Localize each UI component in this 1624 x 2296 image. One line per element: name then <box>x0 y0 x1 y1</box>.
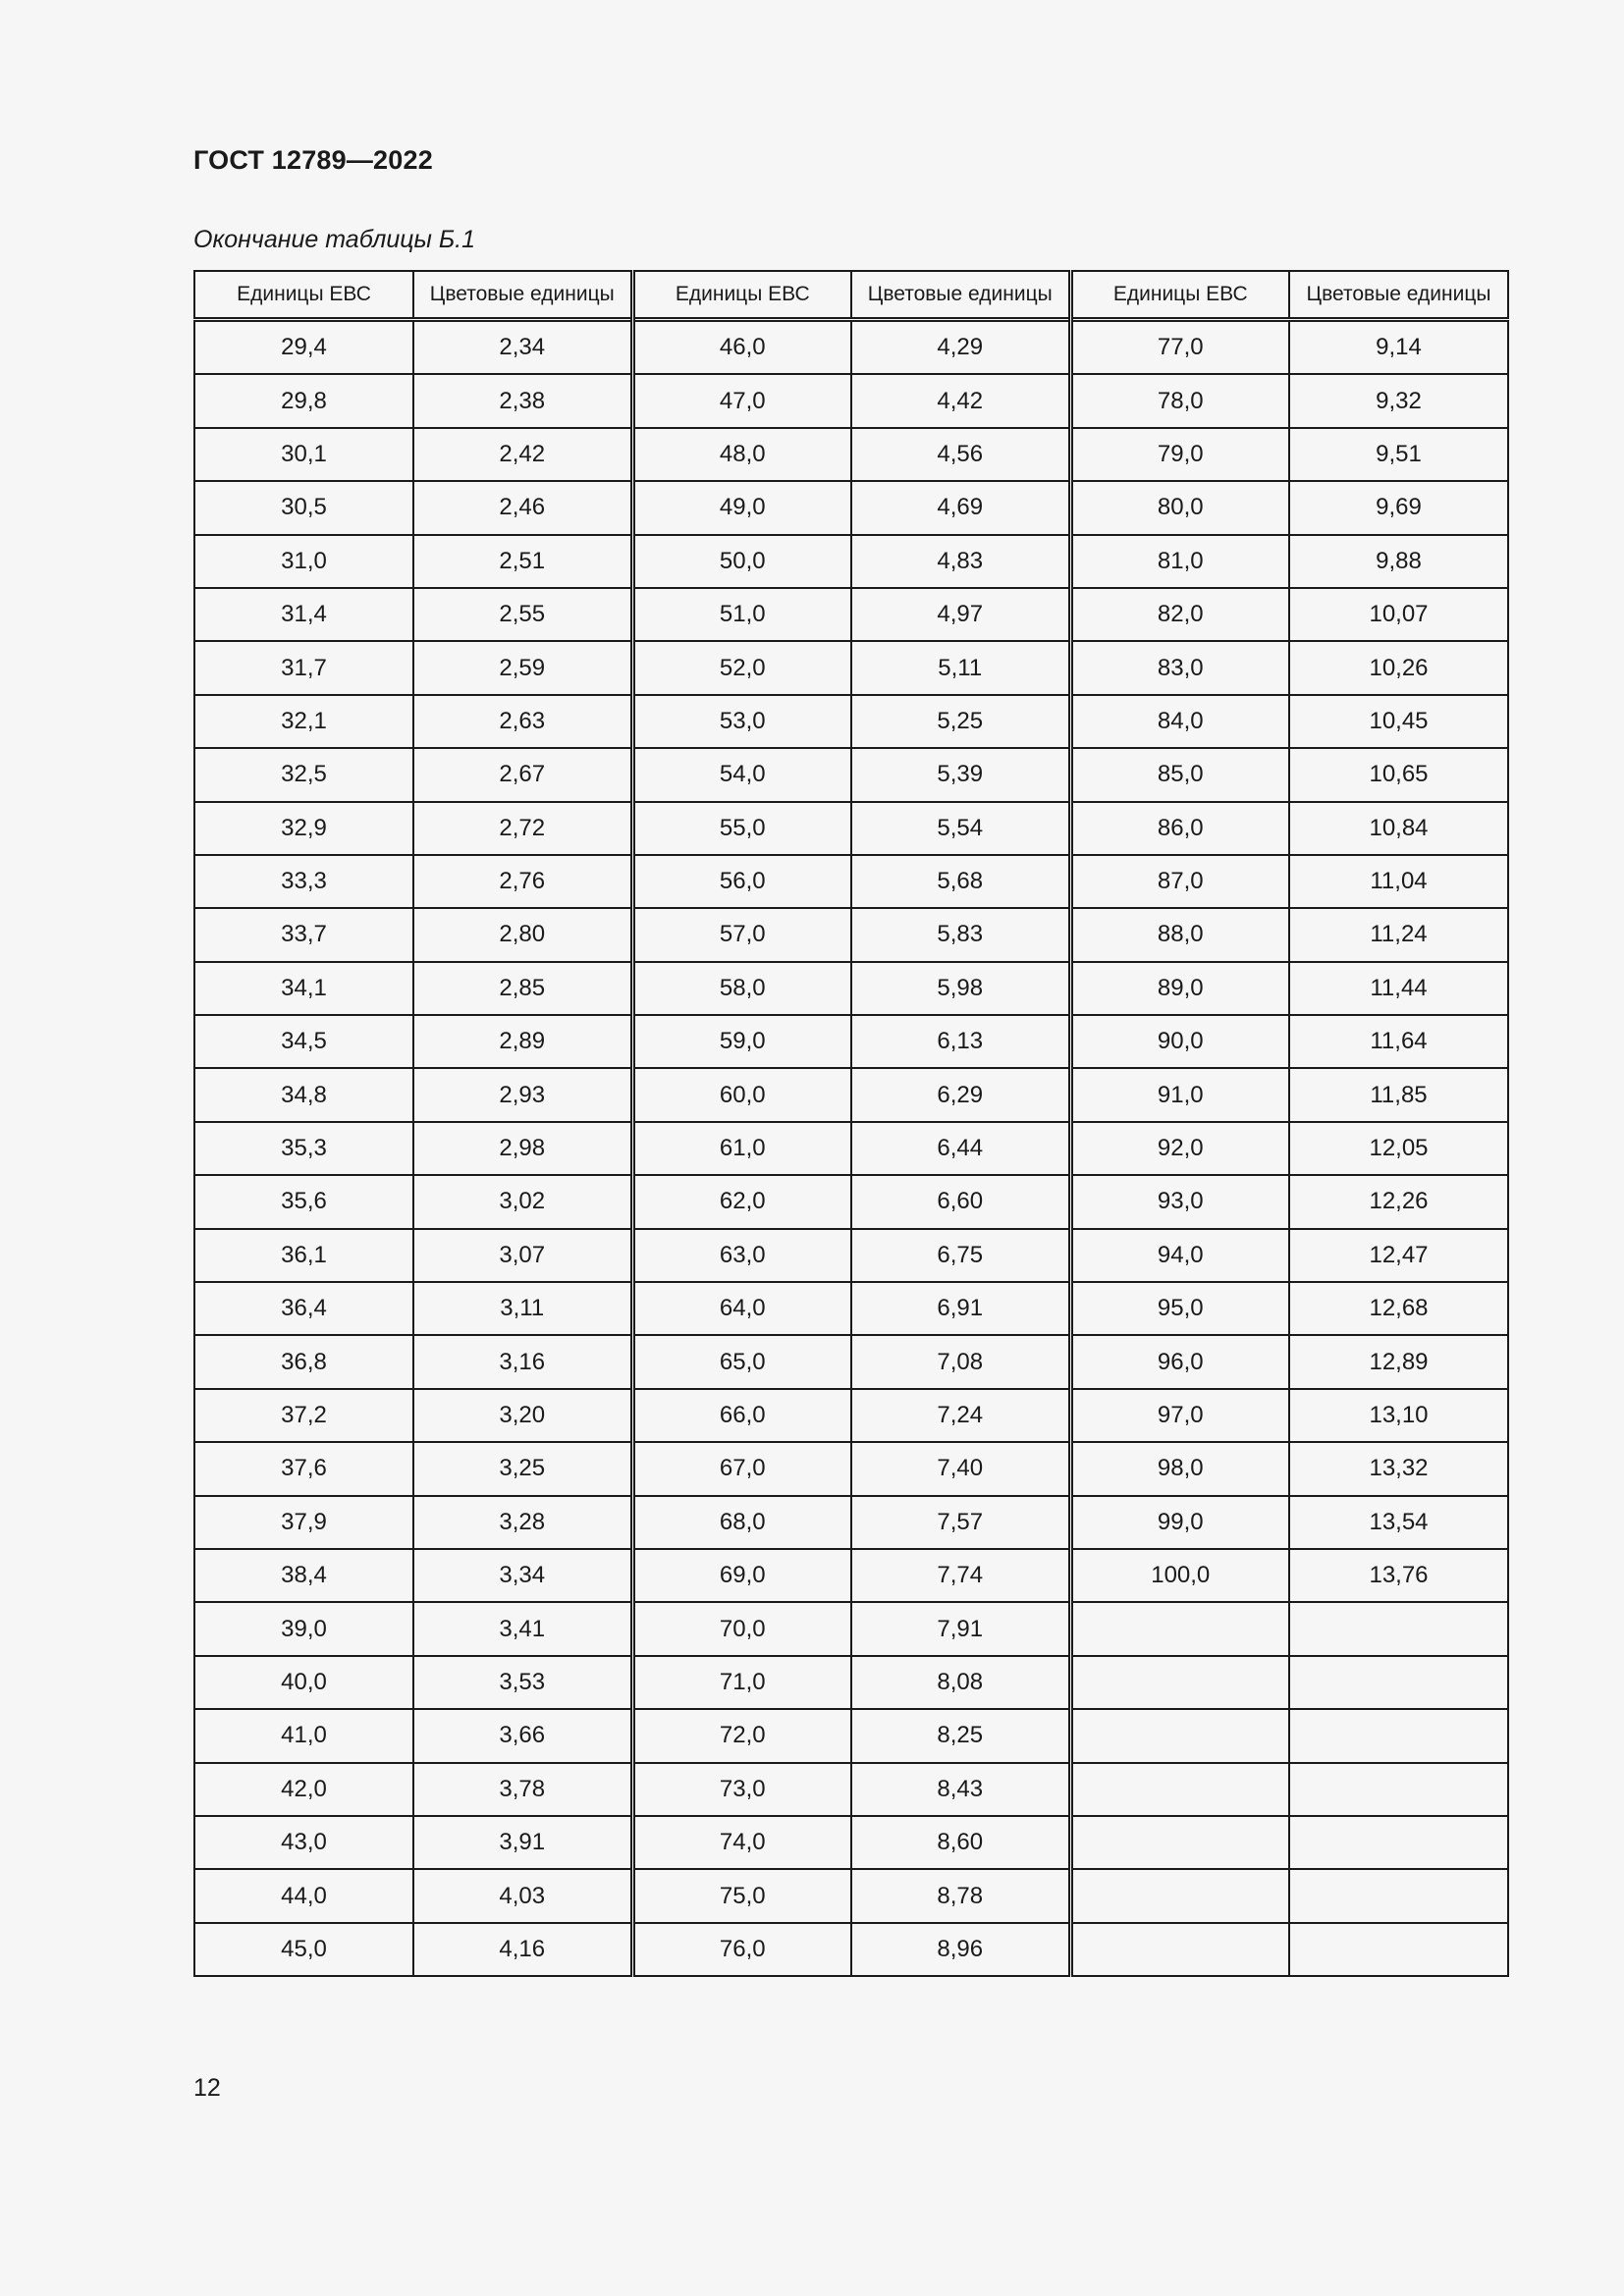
table-cell: 47,0 <box>632 374 851 427</box>
table-cell: 11,64 <box>1289 1015 1508 1068</box>
table-cell: 56,0 <box>632 855 851 908</box>
table-cell: 35,3 <box>194 1122 413 1175</box>
table-cell: 2,67 <box>413 748 632 801</box>
table-row <box>194 908 1508 961</box>
table-cell: 38,4 <box>194 1549 413 1602</box>
table-header <box>194 271 1508 320</box>
table-cell: 13,10 <box>1289 1389 1508 1442</box>
table-cell: 2,89 <box>413 1015 632 1068</box>
table-row <box>194 320 1508 375</box>
header-cell-color-units-1: Цветовые единицы <box>413 271 632 320</box>
table-cell: 52,0 <box>632 641 851 694</box>
table-cell: 61,0 <box>632 1122 851 1175</box>
table-cell: 2,51 <box>413 535 632 588</box>
table-cell: 13,32 <box>1289 1442 1508 1495</box>
table-cell: 7,91 <box>851 1602 1070 1655</box>
table-cell: 2,46 <box>413 481 632 534</box>
table-row <box>194 1335 1508 1388</box>
table-cell <box>1289 1709 1508 1762</box>
table-cell: 79,0 <box>1070 428 1289 481</box>
table-cell: 60,0 <box>632 1068 851 1121</box>
table-cell: 33,3 <box>194 855 413 908</box>
table-cell: 65,0 <box>632 1335 851 1388</box>
table-cell: 44,0 <box>194 1869 413 1922</box>
table-row <box>194 1175 1508 1228</box>
table-cell: 3,66 <box>413 1709 632 1762</box>
table-cell: 4,97 <box>851 588 1070 641</box>
table-cell: 63,0 <box>632 1229 851 1282</box>
table-cell: 4,03 <box>413 1869 632 1922</box>
table-row <box>194 481 1508 534</box>
table-cell <box>1289 1656 1508 1709</box>
table-row <box>194 374 1508 427</box>
table-cell: 3,07 <box>413 1229 632 1282</box>
table-cell: 2,38 <box>413 374 632 427</box>
header-cell-color-units-3: Цветовые единицы <box>1289 271 1508 320</box>
table-row <box>194 1015 1508 1068</box>
table-cell: 3,20 <box>413 1389 632 1442</box>
table-cell: 29,8 <box>194 374 413 427</box>
table-cell: 7,40 <box>851 1442 1070 1495</box>
table-cell: 29,4 <box>194 320 413 375</box>
table-cell: 7,08 <box>851 1335 1070 1388</box>
table-cell: 5,83 <box>851 908 1070 961</box>
table-cell: 43,0 <box>194 1816 413 1869</box>
table-cell: 2,59 <box>413 641 632 694</box>
table-cell: 2,42 <box>413 428 632 481</box>
table-cell: 31,4 <box>194 588 413 641</box>
table-cell <box>1070 1656 1289 1709</box>
table-row <box>194 1763 1508 1816</box>
table-cell: 7,57 <box>851 1496 1070 1549</box>
table-row <box>194 1229 1508 1282</box>
table-cell: 9,69 <box>1289 481 1508 534</box>
table-row <box>194 855 1508 908</box>
table-cell: 3,28 <box>413 1496 632 1549</box>
table-cell: 8,43 <box>851 1763 1070 1816</box>
table-cell: 64,0 <box>632 1282 851 1335</box>
header-row <box>194 271 1508 320</box>
table-cell: 73,0 <box>632 1763 851 1816</box>
table-cell <box>1070 1763 1289 1816</box>
table-cell: 3,34 <box>413 1549 632 1602</box>
table-cell: 11,85 <box>1289 1068 1508 1121</box>
table-cell: 92,0 <box>1070 1122 1289 1175</box>
table-cell: 34,8 <box>194 1068 413 1121</box>
table-cell: 7,24 <box>851 1389 1070 1442</box>
table-cell: 33,7 <box>194 908 413 961</box>
table-cell: 41,0 <box>194 1709 413 1762</box>
table-cell: 42,0 <box>194 1763 413 1816</box>
table-cell: 71,0 <box>632 1656 851 1709</box>
table-cell: 10,07 <box>1289 588 1508 641</box>
table-cell: 55,0 <box>632 802 851 855</box>
table-row <box>194 1496 1508 1549</box>
table-body <box>194 320 1508 1977</box>
table-cell: 2,80 <box>413 908 632 961</box>
table-cell: 86,0 <box>1070 802 1289 855</box>
table-cell: 94,0 <box>1070 1229 1289 1282</box>
table-cell: 78,0 <box>1070 374 1289 427</box>
table-cell: 84,0 <box>1070 695 1289 748</box>
table-row <box>194 1068 1508 1121</box>
table-cell: 74,0 <box>632 1816 851 1869</box>
table-cell: 3,91 <box>413 1816 632 1869</box>
header-cell-ebc-2: Единицы ЕВС <box>632 271 851 320</box>
table-cell: 37,9 <box>194 1496 413 1549</box>
table-cell: 40,0 <box>194 1656 413 1709</box>
table-cell: 46,0 <box>632 320 851 375</box>
table-cell: 9,14 <box>1289 320 1508 375</box>
header-cell-ebc-3: Единицы ЕВС <box>1070 271 1289 320</box>
table-row <box>194 1282 1508 1335</box>
table-cell: 30,1 <box>194 428 413 481</box>
table-cell: 12,05 <box>1289 1122 1508 1175</box>
table-cell: 5,54 <box>851 802 1070 855</box>
table-cell: 3,41 <box>413 1602 632 1655</box>
table-row <box>194 1602 1508 1655</box>
table-cell: 12,26 <box>1289 1175 1508 1228</box>
table-cell: 66,0 <box>632 1389 851 1442</box>
table-cell: 3,25 <box>413 1442 632 1495</box>
table-cell: 62,0 <box>632 1175 851 1228</box>
table-cell: 67,0 <box>632 1442 851 1495</box>
table-cell: 3,02 <box>413 1175 632 1228</box>
table-cell: 8,96 <box>851 1923 1070 1976</box>
table-cell: 4,16 <box>413 1923 632 1976</box>
table-cell: 68,0 <box>632 1496 851 1549</box>
table-cell: 100,0 <box>1070 1549 1289 1602</box>
table-cell: 13,54 <box>1289 1496 1508 1549</box>
table-cell: 45,0 <box>194 1923 413 1976</box>
table-cell: 95,0 <box>1070 1282 1289 1335</box>
table-cell <box>1289 1816 1508 1869</box>
table-cell: 4,42 <box>851 374 1070 427</box>
table-cell: 4,69 <box>851 481 1070 534</box>
table-row <box>194 1816 1508 1869</box>
table-cell: 90,0 <box>1070 1015 1289 1068</box>
table-cell: 81,0 <box>1070 535 1289 588</box>
table-cell <box>1289 1763 1508 1816</box>
table-cell <box>1289 1602 1508 1655</box>
table-cell: 30,5 <box>194 481 413 534</box>
table-cell: 2,55 <box>413 588 632 641</box>
table-cell: 11,04 <box>1289 855 1508 908</box>
table-cell: 2,72 <box>413 802 632 855</box>
table-row <box>194 1442 1508 1495</box>
table-cell: 35,6 <box>194 1175 413 1228</box>
table-cell <box>1070 1923 1289 1976</box>
page-number: 12 <box>193 2074 221 2102</box>
table-cell: 2,85 <box>413 962 632 1015</box>
table-cell: 53,0 <box>632 695 851 748</box>
table-cell: 2,76 <box>413 855 632 908</box>
table-cell: 48,0 <box>632 428 851 481</box>
table-cell: 34,5 <box>194 1015 413 1068</box>
table-cell: 96,0 <box>1070 1335 1289 1388</box>
table-row <box>194 1549 1508 1602</box>
table-cell: 72,0 <box>632 1709 851 1762</box>
table-cell: 5,68 <box>851 855 1070 908</box>
table-cell: 6,44 <box>851 1122 1070 1175</box>
table-cell <box>1289 1869 1508 1922</box>
table-cell: 12,47 <box>1289 1229 1508 1282</box>
table-cell: 31,0 <box>194 535 413 588</box>
table-row <box>194 1923 1508 1976</box>
table-cell: 8,25 <box>851 1709 1070 1762</box>
table-cell: 76,0 <box>632 1923 851 1976</box>
table-cell: 32,1 <box>194 695 413 748</box>
table-cell: 37,2 <box>194 1389 413 1442</box>
table-row <box>194 1389 1508 1442</box>
table-cell <box>1070 1602 1289 1655</box>
table-cell: 39,0 <box>194 1602 413 1655</box>
table-cell: 6,13 <box>851 1015 1070 1068</box>
table-cell: 9,51 <box>1289 428 1508 481</box>
table-cell: 6,75 <box>851 1229 1070 1282</box>
table-cell: 59,0 <box>632 1015 851 1068</box>
table-cell: 3,11 <box>413 1282 632 1335</box>
table-cell: 5,11 <box>851 641 1070 694</box>
table-cell: 50,0 <box>632 535 851 588</box>
table-cell: 91,0 <box>1070 1068 1289 1121</box>
table-cell: 5,25 <box>851 695 1070 748</box>
table-cell: 77,0 <box>1070 320 1289 375</box>
table-cell: 54,0 <box>632 748 851 801</box>
table-cell: 8,78 <box>851 1869 1070 1922</box>
table-cell: 36,8 <box>194 1335 413 1388</box>
table-cell: 5,39 <box>851 748 1070 801</box>
table-cell: 57,0 <box>632 908 851 961</box>
table-cell: 3,16 <box>413 1335 632 1388</box>
table-cell: 2,98 <box>413 1122 632 1175</box>
table-row <box>194 428 1508 481</box>
table-row <box>194 748 1508 801</box>
table-cell: 11,24 <box>1289 908 1508 961</box>
table-cell: 12,68 <box>1289 1282 1508 1335</box>
table-row <box>194 535 1508 588</box>
table-cell: 3,78 <box>413 1763 632 1816</box>
table-cell: 37,6 <box>194 1442 413 1495</box>
table-cell: 36,1 <box>194 1229 413 1282</box>
table-cell: 87,0 <box>1070 855 1289 908</box>
table-cell: 3,53 <box>413 1656 632 1709</box>
table-cell: 32,5 <box>194 748 413 801</box>
table-cell: 12,89 <box>1289 1335 1508 1388</box>
table-row <box>194 1656 1508 1709</box>
table-cell: 49,0 <box>632 481 851 534</box>
table-cell: 13,76 <box>1289 1549 1508 1602</box>
table-cell: 5,98 <box>851 962 1070 1015</box>
table-cell: 88,0 <box>1070 908 1289 961</box>
table-cell: 2,34 <box>413 320 632 375</box>
table-cell: 8,08 <box>851 1656 1070 1709</box>
conversion-table <box>193 270 1509 1977</box>
table-cell: 10,84 <box>1289 802 1508 855</box>
table-cell: 97,0 <box>1070 1389 1289 1442</box>
table-cell: 7,74 <box>851 1549 1070 1602</box>
table-row <box>194 588 1508 641</box>
table-cell: 51,0 <box>632 588 851 641</box>
table-row <box>194 1122 1508 1175</box>
header-cell-color-units-2: Цветовые единицы <box>851 271 1070 320</box>
table-cell: 99,0 <box>1070 1496 1289 1549</box>
document-title: ГОСТ 12789—2022 <box>193 145 433 175</box>
table-row <box>194 695 1508 748</box>
table-row <box>194 1709 1508 1762</box>
table-row <box>194 1869 1508 1922</box>
table-cell: 89,0 <box>1070 962 1289 1015</box>
table-cell: 32,9 <box>194 802 413 855</box>
table-cell <box>1070 1709 1289 1762</box>
table-cell: 4,83 <box>851 535 1070 588</box>
table-cell <box>1289 1923 1508 1976</box>
table-cell: 4,56 <box>851 428 1070 481</box>
table-row <box>194 962 1508 1015</box>
header-cell-ebc-1: Единицы ЕВС <box>194 271 413 320</box>
table-cell: 82,0 <box>1070 588 1289 641</box>
table-cell <box>1070 1869 1289 1922</box>
table-cell: 4,29 <box>851 320 1070 375</box>
table-cell: 69,0 <box>632 1549 851 1602</box>
table-cell: 31,7 <box>194 641 413 694</box>
table-cell: 6,91 <box>851 1282 1070 1335</box>
table-cell: 70,0 <box>632 1602 851 1655</box>
table-cell: 36,4 <box>194 1282 413 1335</box>
table-cell: 85,0 <box>1070 748 1289 801</box>
table-cell: 6,29 <box>851 1068 1070 1121</box>
table-cell <box>1070 1816 1289 1869</box>
table-cell: 6,60 <box>851 1175 1070 1228</box>
table-cell: 2,63 <box>413 695 632 748</box>
table-cell: 58,0 <box>632 962 851 1015</box>
table-cell: 10,65 <box>1289 748 1508 801</box>
table-cell: 2,93 <box>413 1068 632 1121</box>
table-cell: 83,0 <box>1070 641 1289 694</box>
table-cell: 80,0 <box>1070 481 1289 534</box>
table-row <box>194 641 1508 694</box>
table-caption: Окончание таблицы Б.1 <box>193 226 475 253</box>
table-cell: 8,60 <box>851 1816 1070 1869</box>
table-cell: 9,32 <box>1289 374 1508 427</box>
table-cell: 93,0 <box>1070 1175 1289 1228</box>
table-cell: 10,26 <box>1289 641 1508 694</box>
table-row <box>194 802 1508 855</box>
table-cell: 34,1 <box>194 962 413 1015</box>
table-cell: 10,45 <box>1289 695 1508 748</box>
table-cell: 98,0 <box>1070 1442 1289 1495</box>
table-cell: 9,88 <box>1289 535 1508 588</box>
table-cell: 11,44 <box>1289 962 1508 1015</box>
table-cell: 75,0 <box>632 1869 851 1922</box>
